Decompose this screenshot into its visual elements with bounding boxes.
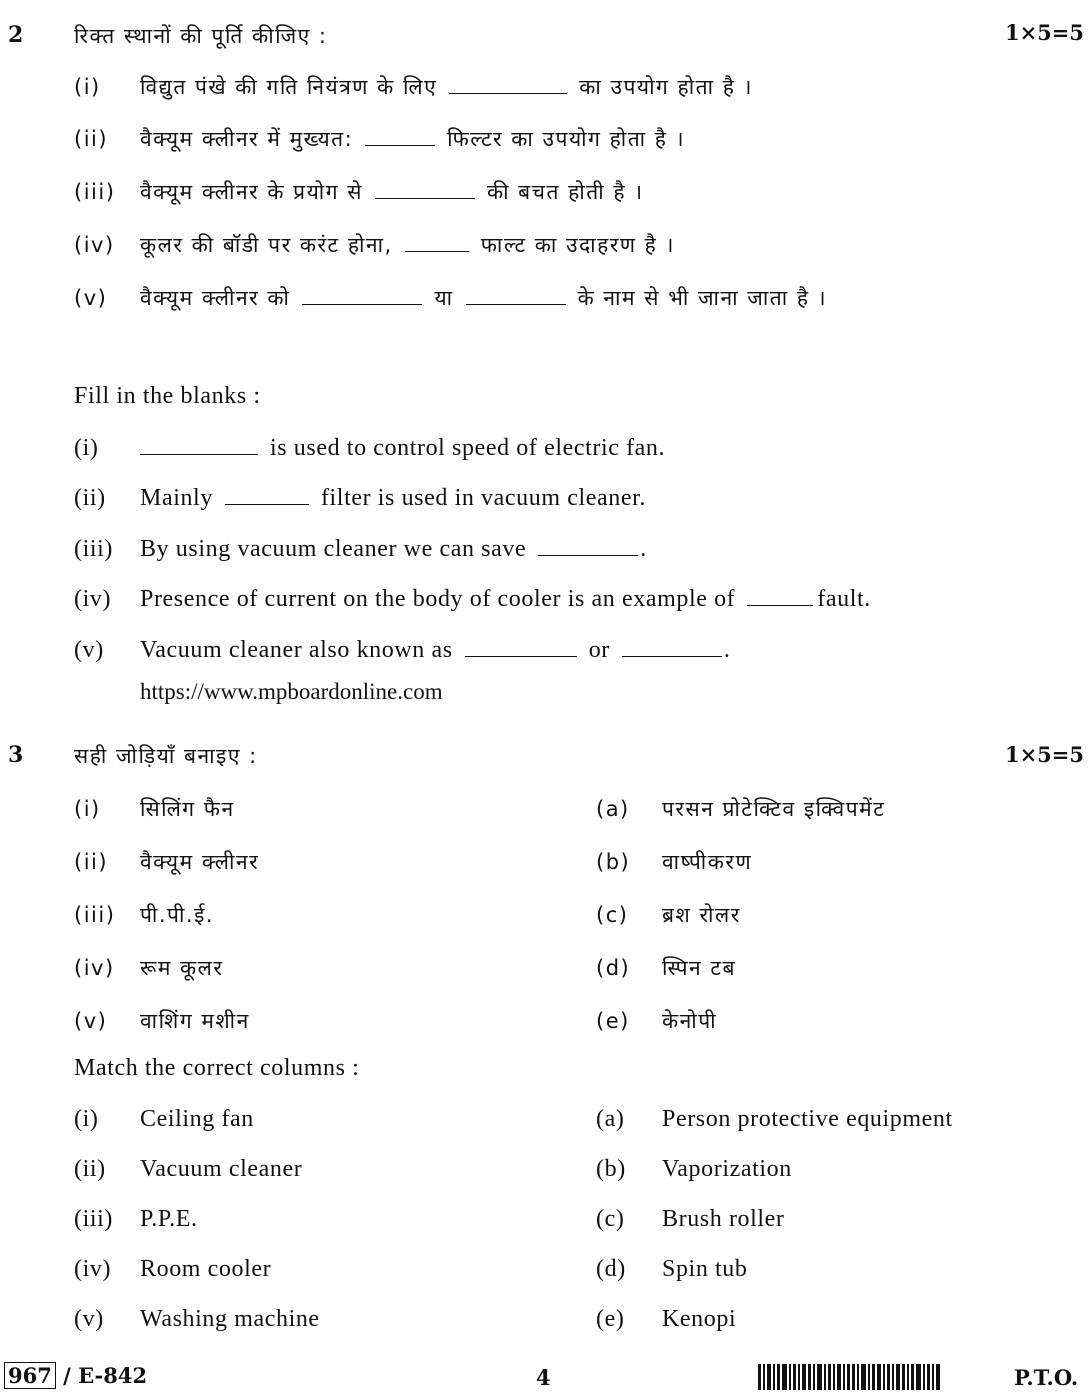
list-item: (v) वैक्यूम क्लीनर को या के नाम से भी जाना जाता है । bbox=[74, 286, 828, 310]
barcode-bar bbox=[932, 1364, 934, 1390]
barcode-bar bbox=[896, 1364, 900, 1390]
barcode-bar bbox=[798, 1364, 800, 1390]
blank-line bbox=[747, 585, 813, 606]
barcode-bar bbox=[847, 1364, 850, 1390]
left-column-item: (iv) रूम कूलर bbox=[74, 956, 224, 980]
barcode-bar bbox=[936, 1364, 940, 1390]
barcode-bar bbox=[907, 1364, 909, 1390]
barcode-bar bbox=[824, 1364, 826, 1390]
right-column-item: (d) Spin tub bbox=[596, 1256, 748, 1282]
barcode-bar bbox=[813, 1364, 815, 1390]
barcode-bar bbox=[817, 1364, 822, 1390]
right-column-item: (b) Vaporization bbox=[596, 1156, 792, 1182]
q3-hindi-heading: सही जोड़ियाँ बनाइए : bbox=[74, 744, 258, 768]
blank-line bbox=[466, 284, 566, 305]
q2-number: 2 bbox=[8, 22, 24, 48]
barcode-bar bbox=[833, 1364, 835, 1390]
list-item: (iv) Presence of current on the body of cooler is an example of fault. bbox=[74, 586, 871, 612]
barcode-bar bbox=[902, 1364, 905, 1390]
barcode-bar bbox=[887, 1364, 890, 1390]
barcode-bar bbox=[843, 1364, 845, 1390]
left-column-item: (iii) P.P.E. bbox=[74, 1206, 198, 1232]
left-column-item: (iii) पी.पी.ई. bbox=[74, 903, 215, 927]
barcode-bar bbox=[777, 1364, 780, 1390]
blank-line bbox=[225, 484, 309, 505]
left-column-item: (v) Washing machine bbox=[74, 1306, 320, 1332]
blank-line bbox=[622, 636, 722, 657]
barcode-bar bbox=[852, 1364, 855, 1390]
barcode-bar bbox=[837, 1364, 841, 1390]
blank-line bbox=[449, 73, 567, 94]
left-column-item: (ii) वैक्यूम क्लीनर bbox=[74, 850, 260, 874]
barcode-bar bbox=[923, 1364, 925, 1390]
barcode-bar bbox=[808, 1364, 811, 1390]
list-item: (iii) By using vacuum cleaner we can save . bbox=[74, 536, 647, 562]
blank-line bbox=[465, 636, 577, 657]
barcode-bar bbox=[877, 1364, 881, 1390]
q3-marks: 1×5=5 bbox=[1004, 742, 1084, 767]
barcode-bar bbox=[793, 1364, 796, 1390]
right-column-item: (e) Kenopi bbox=[596, 1306, 737, 1332]
blank-line bbox=[405, 231, 469, 252]
barcode-bar bbox=[927, 1364, 930, 1390]
right-column-item: (c) Brush roller bbox=[596, 1206, 785, 1232]
left-column-item: (i) सिलिंग फैन bbox=[74, 797, 235, 821]
blank-line bbox=[140, 434, 258, 455]
list-item: (ii) Mainly filter is used in vacuum cleaner. bbox=[74, 485, 646, 511]
q2-english-heading: Fill in the blanks : bbox=[74, 383, 261, 409]
right-column-item: (c) ब्रश रोलर bbox=[596, 903, 741, 927]
page-footer-code bbox=[4, 1363, 147, 1388]
right-column-item: (d) स्पिन टब bbox=[596, 956, 736, 980]
barcode-bar bbox=[861, 1364, 866, 1390]
barcode-bar bbox=[911, 1364, 914, 1390]
left-column-item: (ii) Vacuum cleaner bbox=[74, 1156, 303, 1182]
right-column-item: (b) वाष्पीकरण bbox=[596, 850, 753, 874]
blank-line bbox=[375, 178, 475, 199]
list-item: (ii) वैक्यूम क्लीनर में मुख्यत: फिल्टर का उपयोग होता है । bbox=[74, 127, 686, 151]
barcode-bar bbox=[763, 1364, 765, 1390]
list-item: (iv) कूलर की बॉडी पर करंट होना, फाल्ट का उदाहरण है । bbox=[74, 233, 675, 257]
q2-marks: 1×5=5 bbox=[1004, 20, 1084, 45]
barcode-bar bbox=[916, 1364, 921, 1390]
right-column-item: (e) केनोपी bbox=[596, 1009, 718, 1033]
barcode-bar bbox=[872, 1364, 875, 1390]
barcode-bar bbox=[883, 1364, 885, 1390]
barcode-bar bbox=[828, 1364, 831, 1390]
website-url[interactable]: https://www.mpboardonline.com bbox=[140, 679, 443, 704]
page-number: 4 bbox=[536, 1365, 551, 1390]
barcode-bar bbox=[802, 1364, 806, 1390]
paper-code-box: 967 bbox=[4, 1362, 56, 1389]
left-column-item: (v) वाशिंग मशीन bbox=[74, 1009, 250, 1033]
barcode-bar bbox=[868, 1364, 870, 1390]
list-item: (i) is used to control speed of electric fan. bbox=[74, 435, 666, 461]
barcode-icon bbox=[758, 1364, 942, 1390]
list-item: (iii) वैक्यूम क्लीनर के प्रयोग से की बचत होती है । bbox=[74, 180, 644, 204]
paper-id: / E-842 bbox=[63, 1363, 148, 1388]
barcode-bar bbox=[857, 1364, 859, 1390]
barcode-bar bbox=[782, 1364, 787, 1390]
barcode-bar bbox=[892, 1364, 894, 1390]
blank-line bbox=[538, 535, 638, 556]
right-column-item: (a) Person protective equipment bbox=[596, 1106, 953, 1132]
blank-line bbox=[302, 284, 422, 305]
list-item: (i) विद्युत पंखे की गति नियंत्रण के लिए का उपयोग होता है । bbox=[74, 75, 754, 99]
barcode-bar bbox=[767, 1364, 771, 1390]
q3-english-heading: Match the correct columns : bbox=[74, 1055, 360, 1081]
barcode-bar bbox=[773, 1364, 775, 1390]
left-column-item: (i) Ceiling fan bbox=[74, 1106, 254, 1132]
blank-line bbox=[365, 125, 435, 146]
q3-number: 3 bbox=[8, 742, 24, 768]
q2-hindi-heading: रिक्त स्थानों की पूर्ति कीजिए : bbox=[74, 24, 328, 48]
pto-label: P.T.O. bbox=[1014, 1365, 1079, 1390]
barcode-bar bbox=[789, 1364, 791, 1390]
barcode-bar bbox=[758, 1364, 761, 1390]
list-item: (v) Vacuum cleaner also known as or . bbox=[74, 637, 731, 663]
left-column-item: (iv) Room cooler bbox=[74, 1256, 272, 1282]
right-column-item: (a) परसन प्रोटेक्टिव इक्विपमेंट bbox=[596, 797, 886, 821]
